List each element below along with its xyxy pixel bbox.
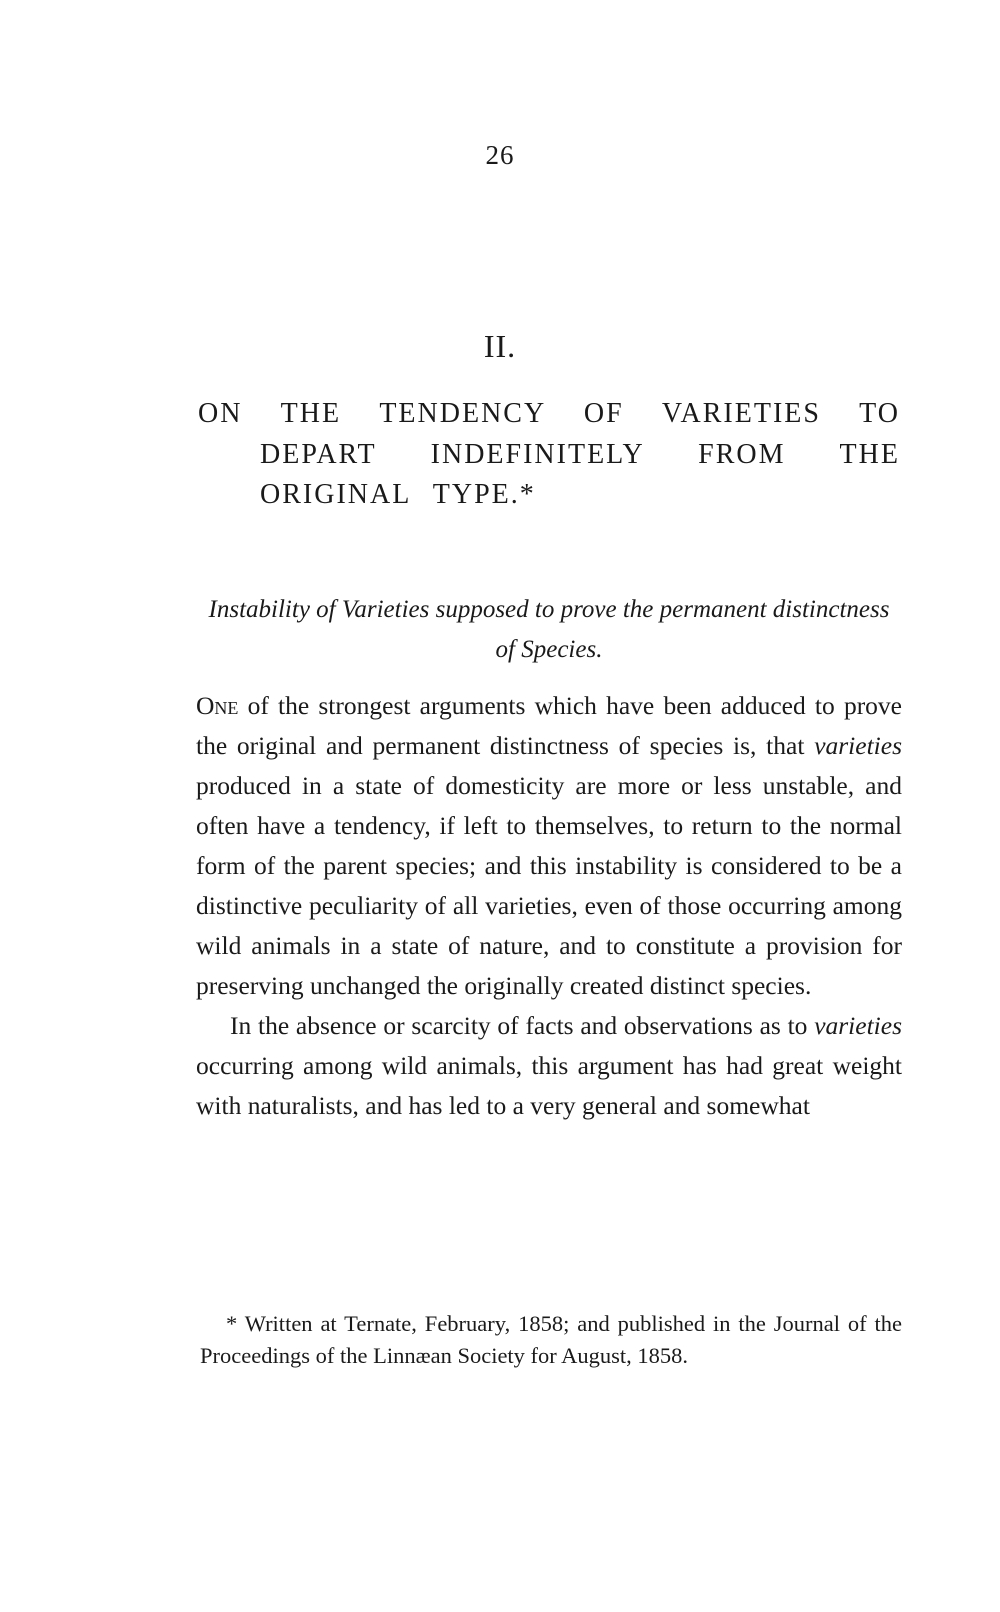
section-subtitle: Instability of Varieties supposed to prove the permanent distinctness of Species. (208, 596, 890, 663)
paragraph-2 (196, 1006, 902, 1126)
paragraph-1 (196, 686, 902, 1006)
chapter-title: ON THE TENDENCY OF VARIETIES TO DEPART INDEFINITELY FROM THE ORIGINAL TYPE.* (198, 398, 900, 510)
paragraph-text: In the absence or scarcity of facts and observations as to (230, 1011, 815, 1040)
footnote-text: * Written at Ternate, February, 1858; and published in the Journal of the Proceedings of the Linnæan Society for August, 1858. (200, 1311, 902, 1368)
body-text (196, 686, 902, 1126)
footnote (200, 1308, 902, 1372)
chapter-number: II. (483, 328, 517, 364)
paragraph-lead-word: One (196, 691, 239, 720)
paragraph-italic-term: varieties (814, 1011, 902, 1040)
page-number: 26 (485, 140, 515, 170)
paragraph-italic-term: varieties (814, 731, 902, 760)
paragraph-text: of the strongest arguments which have been adduced to prove the original and permanent distinctness of species is, that (196, 691, 902, 760)
paragraph-text: occurring among wild animals, this argument has had great weight with naturalists, and has led to a very general and somewhat (196, 1051, 902, 1120)
paragraph-text: produced in a state of domesticity are more or less unstable, and often have a tendency, if left to themselves, to return to the normal form of the parent species; and this instability is considered to be a distinctive peculiarity of all varieties, even of those occurring among wild animals in a state of nature, and to constitute a provision for preserving unchanged the originally created distinct species. (196, 771, 902, 1000)
